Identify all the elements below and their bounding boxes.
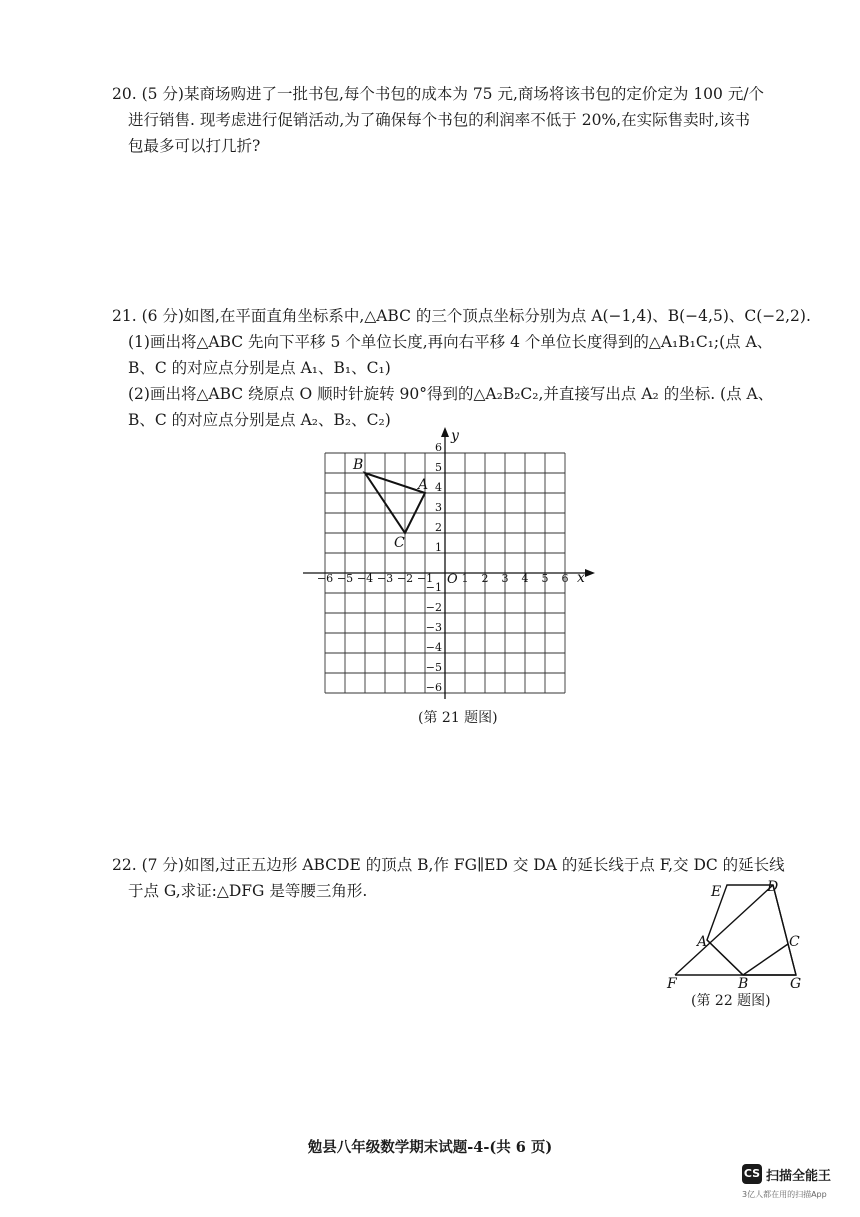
x-tick-label: 5: [541, 572, 549, 585]
x-tick-label: −3: [376, 572, 394, 585]
x-tick-label: 1: [461, 572, 469, 585]
vertex-label-c: C: [394, 535, 405, 551]
y-tick-label: 3: [435, 501, 442, 514]
y-tick-label: 6: [435, 441, 442, 454]
line-df: [675, 885, 773, 975]
x-tick-label: 6: [561, 572, 569, 585]
point-label-g: G: [790, 976, 802, 992]
segment-bc: [743, 944, 788, 975]
x-tick-label: 3: [501, 572, 509, 585]
line-dg: [773, 885, 796, 975]
y-tick-label: 2: [435, 521, 442, 534]
y-axis-label: y: [451, 428, 459, 444]
y-tick-label: −6: [425, 681, 442, 694]
y-tick-label: −3: [425, 621, 442, 634]
y-tick-label: −1: [425, 581, 442, 594]
y-tick-label: 4: [435, 481, 442, 494]
vertex-label-a: A: [418, 477, 429, 493]
x-tick-label: −4: [356, 572, 374, 585]
camscanner-logo-icon: CS: [742, 1164, 762, 1184]
watermark-app-name: 扫描全能王: [766, 1169, 832, 1184]
page-footer: 勉县八年级数学期末试题-4-(共 6 页): [307, 1139, 553, 1156]
q20-line-1: 20. (5 分)某商场购进了一批书包,每个书包的成本为 75 元,商场将该书包的定价定为 100 元/个: [112, 85, 765, 103]
y-tick-label: −4: [425, 641, 442, 654]
x-axis-label: x: [577, 570, 585, 586]
y-tick-label: −5: [425, 661, 442, 674]
q22-line-1: 22. (7 分)如图,过正五边形 ABCDE 的顶点 B,作 FG∥ED 交 DA 的延长线于点 F,交 DC 的延长线: [112, 856, 785, 874]
segment-ab: [707, 940, 743, 975]
x-tick-label: −5: [336, 572, 354, 585]
q20-line-2: 进行销售. 现考虑进行促销活动,为了确保每个书包的利润率不低于 20%,在实际售卖时,该书: [128, 111, 751, 129]
x-tick-label: −1: [416, 572, 434, 585]
vertex-label-b: B: [353, 457, 364, 473]
x-tick-label: −2: [396, 572, 414, 585]
point-label-b: B: [738, 976, 749, 992]
q21-part-1-note: B、C 的对应点分别是点 A₁、B₁、C₁): [128, 359, 391, 377]
point-label-c: C: [789, 934, 800, 950]
point-label-e: E: [711, 884, 722, 900]
point-label-f: F: [667, 976, 677, 992]
q21-part-1: (1)画出将△ABC 先向下平移 5 个单位长度,再向右平移 4 个单位长度得到的△A₁B₁C₁;(点 A、: [128, 333, 773, 351]
origin-label: O: [447, 572, 458, 587]
x-tick-label: 4: [521, 572, 529, 585]
watermark-tagline: 3亿人都在用的扫描App: [742, 1190, 827, 1199]
x-tick-label: −6: [316, 572, 334, 585]
q21-part-2: (2)画出将△ABC 绕原点 O 顺时针旋转 90°得到的△A₂B₂C₂,并直接写出点 A₂ 的坐标. (点 A、: [128, 385, 774, 403]
x-tick-label: 2: [481, 572, 489, 585]
y-tick-label: 1: [435, 541, 442, 554]
q21-part-2-note: B、C 的对应点分别是点 A₂、B₂、C₂): [128, 411, 391, 429]
figure-22-caption: (第 22 题图): [691, 993, 771, 1009]
q21-line-1: 21. (6 分)如图,在平面直角坐标系中,△ABC 的三个顶点坐标分别为点 A(−1,4)、B(−4,5)、C(−2,2).: [112, 307, 811, 325]
point-label-d: D: [767, 879, 779, 895]
q20-line-3: 包最多可以打几折?: [128, 137, 261, 155]
y-tick-label: −2: [425, 601, 442, 614]
q22-line-2: 于点 G,求证:△DFG 是等腰三角形.: [128, 882, 368, 900]
figure-21-caption: (第 21 题图): [418, 710, 498, 726]
point-label-a: A: [697, 934, 708, 950]
y-tick-label: 5: [435, 461, 442, 474]
